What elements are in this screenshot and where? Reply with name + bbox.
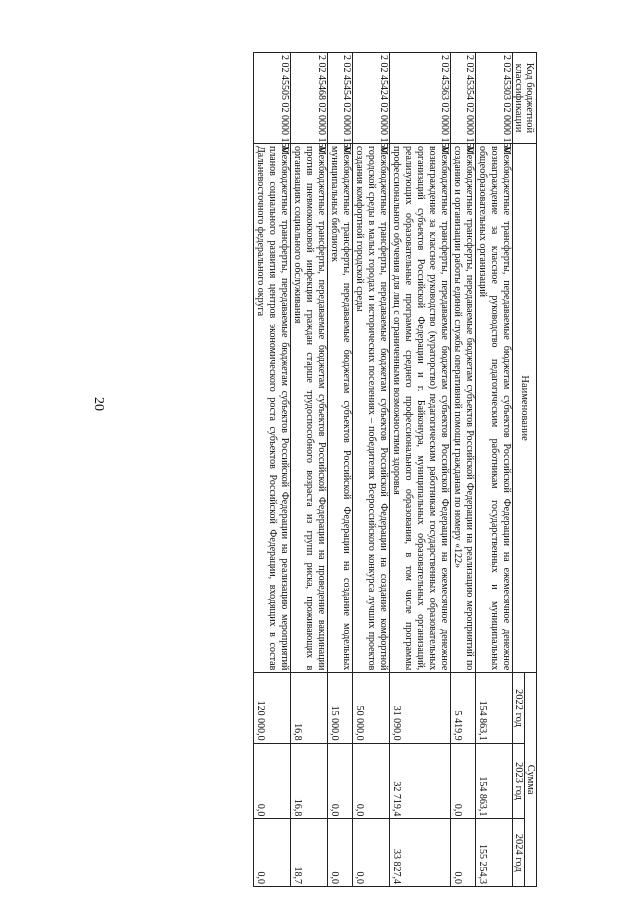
page-number: 20: [91, 397, 106, 411]
row-code: 2 02 45363 02 0000 150: [390, 53, 451, 144]
row-value-2022: 5 419,9: [451, 673, 476, 743]
row-value-2023: 0,0: [254, 743, 291, 819]
header-name: Наименование: [513, 143, 537, 672]
rotated-table-container: [118, 52, 537, 887]
row-code: 2 02 45303 02 0000 150: [476, 53, 513, 144]
budget-table: [253, 52, 537, 887]
row-value-2024: 0,0: [254, 819, 291, 887]
row-name: Межбюджетные трансферты, передаваемые бюджетам субъектов Российской Федерации на ежемесячное денежное вознаграждение за классное руководство педагогическим работникам государственных и муниципальных общеобразовательных организаций: [476, 143, 513, 672]
row-value-2022: 15 000,0: [328, 673, 353, 743]
row-code: 2 02 45454 02 0000 150: [328, 53, 353, 144]
row-name: Межбюджетные трансферты, передаваемые бюджетам субъектов Российской Федерации на проведение вакцинации против пневмококковой инфекции граждан старше трудоспособного возраста из групп риска, проживающих в организациях социального обслуживания: [291, 143, 328, 672]
header-year-2023: 2023 год: [513, 743, 525, 819]
row-value-2024: 0,0: [328, 819, 353, 887]
row-value-2023: 154 863,1: [476, 743, 513, 819]
row-code: 2 02 45354 02 0000 150: [451, 53, 476, 144]
row-value-2024: 18,7: [291, 819, 328, 887]
row-value-2023: 32 719,4: [390, 743, 451, 819]
row-name: Межбюджетные трансферты, передаваемые бюджетам субъектов Российской Федерации на ежемесячное денежное вознаграждение за классное руководство (кураторство) педагогическим работникам государственных образовательных организаций субъектов Российской Федерации и г. Байконура, муниципальных образовательных организаций, реализующих образовательные программы среднего профессионального образования, в том числе программы профессионального обучения для лиц с ограниченными возможностями здоровья: [390, 143, 451, 672]
row-value-2024: 0,0: [451, 819, 476, 887]
row-value-2023: 0,0: [328, 743, 353, 819]
row-name: Межбюджетные трансферты, передаваемые бюджетам субъектов Российской Федерации на реализацию мероприятий по созданию и организации работы единой службы оперативной помощи гражданам по номеру «122»: [451, 143, 476, 672]
row-value-2023: 16,8: [291, 743, 328, 819]
table-row: [451, 53, 476, 887]
row-value-2024: 33 827,4: [390, 819, 451, 887]
row-name: Межбюджетные трансферты, передаваемые бюджетам субъектов Российской Федерации на создание комфортной городской среды в малых городах и исторических поселениях – победителях Всероссийского конкурса лучших проектов создания комфортной городской среды: [353, 143, 390, 672]
header-year-2024: 2024 год: [513, 819, 525, 887]
row-value-2022: 120 000,0: [254, 673, 291, 743]
row-value-2023: 0,0: [353, 743, 390, 819]
row-code: 2 02 45424 02 0000 150: [353, 53, 390, 144]
table-row: [254, 53, 291, 887]
row-value-2022: 31 090,0: [390, 673, 451, 743]
row-value-2022: 50 000,0: [353, 673, 390, 743]
table-row: [476, 53, 513, 887]
row-code: 2 02 45468 02 0000 150: [291, 53, 328, 144]
row-value-2024: 0,0: [353, 819, 390, 887]
row-code: 2 02 45505 02 0000 150: [254, 53, 291, 144]
row-value-2022: 154 863,1: [476, 673, 513, 743]
table-row: [291, 53, 328, 887]
table-row: [328, 53, 353, 887]
row-value-2023: 0,0: [451, 743, 476, 819]
table-row: [390, 53, 451, 887]
table-row: [353, 53, 390, 887]
row-value-2024: 155 254,3: [476, 819, 513, 887]
header-code: Код бюджетной классификации: [513, 53, 537, 144]
row-name: Межбюджетные трансферты, передаваемые бюджетам субъектов Российской Федерации на реализацию мероприятий планов социального развития центров экономического роста субъектов Российской Федерации, входящих в состав Дальневосточного федерального округа: [254, 143, 291, 672]
header-year-2022: 2022 год: [513, 673, 525, 743]
row-value-2022: 16,8: [291, 673, 328, 743]
row-name: Межбюджетные трансферты, передаваемые бюджетам субъектов Российской Федерации на создание модельных муниципальных библиотек: [328, 143, 353, 672]
header-sum: Сумма: [525, 673, 537, 887]
